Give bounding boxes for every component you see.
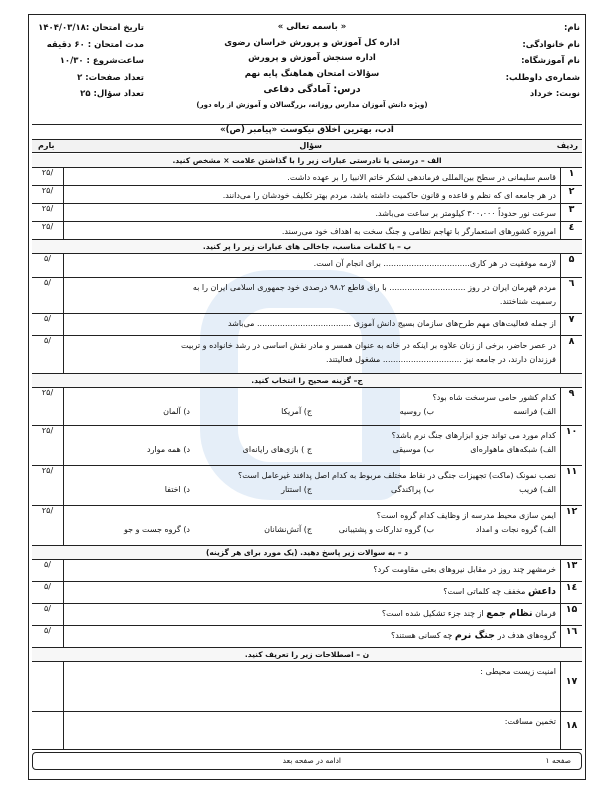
question-number: ۱	[560, 168, 582, 185]
question-score: /۲۵	[32, 388, 64, 425]
option-d[interactable]: د) گروه جست و جو	[123, 525, 190, 534]
question-text	[68, 391, 556, 419]
question-number: ۷	[560, 314, 582, 335]
question-row	[32, 662, 582, 712]
question-row	[32, 466, 582, 506]
question-score: /۲۵	[32, 168, 64, 185]
audience-note: (ویژه دانش آموزان مدارس روزانه، بزرگسالان و آموزش از راه دور)	[196, 100, 428, 109]
question-rest: از چند جزء تشکیل شده است؟	[381, 609, 484, 618]
question-score	[32, 712, 64, 749]
question-row	[32, 388, 582, 426]
page-number: صفحه ۱	[545, 756, 571, 765]
section-b-heading: ب – با کلمات مناسب، جاخالی های عبارات زیر را پر کنید.	[32, 240, 582, 254]
question-stem: کدام کشور حامی سرسخت شاه بود؟	[432, 393, 556, 402]
question-number: ۱۲	[560, 506, 582, 545]
key-term: نظام جمع	[486, 608, 533, 619]
options	[68, 523, 556, 537]
option-b[interactable]: ب) روسیه	[399, 407, 434, 416]
column-headers	[32, 139, 582, 153]
question-score: /۲۵	[32, 466, 64, 505]
question-score: /۲۵	[32, 506, 64, 545]
name-label: نام:	[563, 23, 580, 33]
option-b[interactable]: ب) پراکندگی	[391, 485, 434, 494]
question-stem: ایمن سازی محیط مدرسه از وظایف کدام گروه است؟	[376, 511, 556, 520]
question-score: /۵	[32, 626, 64, 647]
question-line: رسمیت شناختند.	[499, 297, 556, 306]
question-row	[32, 336, 582, 374]
question-number: ۱۸	[560, 712, 582, 749]
option-a[interactable]: الف) فریب	[519, 485, 556, 494]
question-score: /۵	[32, 336, 64, 373]
question-text: سرعت نور حدوداً ۳۰۰،۰۰۰ کیلومتر بر ساعت می‌باشد.	[375, 209, 556, 218]
exam-duration: مدت امتحان : ۶۰ دقیقه	[46, 39, 144, 50]
question-row	[32, 604, 582, 626]
key-term: داعش	[527, 586, 556, 597]
option-a[interactable]: الف) فرانسه	[513, 407, 556, 416]
question-score	[32, 662, 64, 711]
question-rest: چه کسانی هستند؟	[391, 631, 453, 640]
term-label: نوبت: خرداد	[529, 89, 580, 99]
option-b[interactable]: ب) گروه تدارکات و پشتیبانی	[338, 525, 434, 534]
question-text: تخمین مسافت:	[504, 717, 556, 726]
question-number: ٤	[560, 222, 582, 239]
question-rest: مخفف چه کلماتی است؟	[443, 587, 526, 596]
question-score: /۵	[32, 582, 64, 603]
question-text	[68, 629, 556, 643]
option-a[interactable]: الف) گروه نجات و امداد	[475, 525, 556, 534]
col-score: بارم	[38, 141, 55, 150]
family-label: نام خانوادگی:	[522, 39, 580, 50]
question-number: ۸	[560, 336, 582, 373]
options	[68, 405, 556, 419]
continue-note: ادامه در صفحه بعد	[282, 756, 341, 765]
question-stem: کدام مورد می تواند جزو ابزارهای جنگ نرم باشد؟	[391, 431, 556, 440]
page-footer	[32, 752, 582, 770]
col-question: سؤال	[299, 141, 322, 150]
question-text: امروزه کشورهای استعمارگر با تهاجم نظامی و جنگ سخت به اهداف خود می‌رسند.	[281, 227, 556, 236]
authority-line-1: اداره کل آموزش و پرورش خراسان رضوی	[224, 37, 400, 48]
question-score: /۲۵	[32, 222, 64, 239]
section-c-heading: ج– گزینه صحیح را انتخاب کنید.	[32, 374, 582, 388]
exam-authority	[172, 20, 452, 113]
question-number: ۱٦	[560, 626, 582, 647]
option-a[interactable]: الف) شبکه‌های ماهواره‌ای	[470, 445, 556, 454]
question-row	[32, 626, 582, 648]
subject-title: درس: آمادگی دفاعی	[263, 84, 361, 95]
question-score: /۲۵	[32, 426, 64, 465]
option-c[interactable]: ج) استتار	[281, 485, 312, 494]
question-row	[32, 582, 582, 604]
question-row	[32, 712, 582, 750]
school-label: نام آموزشگاه:	[521, 56, 580, 66]
option-b[interactable]: ب) موسیقی	[392, 445, 434, 454]
candidate-number-label: شماره‌ی داوطلب:	[505, 72, 580, 83]
question-score: /۵	[32, 604, 64, 625]
question-score: /۵	[32, 278, 64, 313]
option-d[interactable]: د) همه موارد	[147, 445, 190, 454]
section-d-heading: د – به سوالات زیر پاسخ دهید. (یک مورد برای هر گزینه)	[32, 546, 582, 560]
question-number: ۱٤	[560, 582, 582, 603]
question-row	[32, 204, 582, 222]
question-score: /۵	[32, 254, 64, 277]
question-row	[32, 168, 582, 186]
question-row	[32, 186, 582, 204]
option-d[interactable]: د) آلمان	[163, 407, 190, 416]
option-c[interactable]: ج) آتش‌نشانان	[264, 525, 312, 534]
question-row	[32, 506, 582, 546]
question-row	[32, 278, 582, 314]
question-text	[68, 429, 556, 457]
question-row	[32, 254, 582, 278]
motto-bar: ادب، بهترین اخلاق نیکوست «پیامبر (ص)»	[32, 124, 582, 138]
option-d[interactable]: د) اختفا	[164, 485, 190, 494]
question-text: از جمله فعالیت‌های مهم طرح‌های سازمان بسیج دانش آموزی ..................................... می‌باشد	[227, 319, 556, 328]
question-text: امنیت زیست محیطی :	[480, 667, 556, 676]
question-row	[32, 426, 582, 466]
question-line: در عصر حاضر، برخی از زنان علاوه بر اینکه در خانه به عنوان همسر و مادر نقش اساسی در رشد خانواده و تربیت	[180, 341, 556, 350]
options	[68, 483, 556, 497]
question-text	[68, 281, 556, 309]
page-count: تعداد صفحات: ۲	[77, 72, 144, 83]
question-row	[32, 314, 582, 336]
question-number: ۱۵	[560, 604, 582, 625]
question-text	[68, 469, 556, 497]
start-time: ساعت‌شروع : ۱۰/۳۰	[59, 56, 144, 66]
question-stem: نصب نمونک (ماکت) تجهیزات جنگی در نقاط مختلف مربوط به کدام اصل پدافند غیرعامل است؟	[238, 471, 556, 480]
question-number: ۱۱	[560, 466, 582, 505]
question-number: ۹	[560, 388, 582, 425]
exam-meta	[34, 20, 144, 103]
question-row	[32, 222, 582, 240]
authority-line-3: سؤالات امتحان هماهنگ پایه نهم	[244, 68, 380, 79]
question-number: ۳	[560, 204, 582, 221]
question-number: ٦	[560, 278, 582, 313]
exam-date: تاریخ امتحان :۱۴۰۴/۰۳/۱۸	[38, 23, 144, 33]
question-score: /۲۵	[32, 186, 64, 203]
question-count: تعداد سؤال: ۲۵	[80, 89, 144, 99]
question-text: لازمه موفقیت در هر کاری.................................. برای انجام آن است.	[313, 259, 556, 268]
student-info	[490, 20, 580, 103]
question-number: ۵	[560, 254, 582, 277]
top-note: « باسمه تعالی »	[277, 22, 347, 32]
col-row: ردیف	[556, 141, 578, 150]
question-text: قاسم سلیمانی در سطح بین‌المللی فرماندهی لشکر خاتم الانبیا را بر عهده داشت.	[287, 173, 556, 182]
question-row	[32, 560, 582, 582]
question-text	[68, 339, 556, 367]
section-e-heading: ن – اصطلاحات زیر را تعریف کنید.	[32, 648, 582, 662]
question-text	[68, 585, 556, 599]
question-number: ۱۳	[560, 560, 582, 581]
question-line: فرزندان دارند، در جامعه نیز ............................... مشغول فعالیتند.	[326, 355, 556, 364]
question-pre: فرمان	[535, 609, 556, 618]
question-text	[68, 607, 556, 621]
question-text	[68, 509, 556, 537]
question-text: در هر جامعه ای که نظم و قاعده و قانون حاکمیت داشته باشد، مردم بهتر تکلیف خودشان را می‌دانند.	[222, 191, 556, 200]
question-score: /۵	[32, 314, 64, 335]
question-score: /۵	[32, 560, 64, 581]
question-number: ۱۷	[560, 662, 582, 711]
question-pre: گروه‌های هدف در	[497, 631, 556, 640]
exam-header	[32, 18, 582, 122]
question-line: مردم قهرمان ایران در روز .............................. با رای قاطع ۹۸،۲ درصدی خود جمهوری اسلامی ایران را به	[192, 283, 556, 292]
section-a-heading: الف – درستی یا نادرستی عبارات زیر را با گذاشتن علامت × مشخص کنید.	[32, 154, 582, 168]
question-text: خرمشهر چند روز در مقابل نیروهای بعثی مقاومت کرد؟	[373, 565, 556, 574]
option-c[interactable]: ج ) بازی‌های رایانه‌ای	[242, 445, 312, 454]
question-number: ۱۰	[560, 426, 582, 465]
option-c[interactable]: ج) آمریکا	[281, 407, 312, 416]
options	[68, 443, 556, 457]
authority-line-2: اداره سنجش آموزش و پرورش	[248, 53, 376, 63]
key-term: جنگ نرم	[454, 630, 496, 641]
question-number: ۲	[560, 186, 582, 203]
question-score: /۲۵	[32, 204, 64, 221]
